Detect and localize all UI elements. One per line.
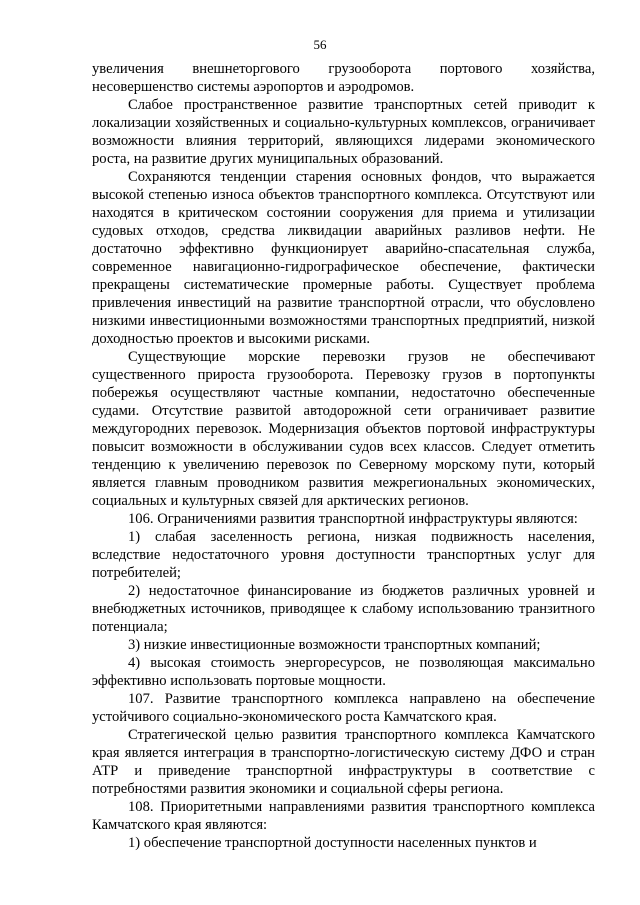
list-item-106-3: 3) низкие инвестиционные возможности транспортных компаний; xyxy=(128,637,541,653)
paragraph-aging-assets: Сохраняются тенденции старения основных фондов, что выражается высокой степенью износа объектов транспортного комплекса. Отсутствуют или находятся в критическом состоянии сооружения для приема и утилизации судовых отходов, средства ликвидации аварийных разливов нефти. Не достаточно эффективно функционирует аварийно-спасательная служба, современное навигационно-гидрографическое обеспечение, фактически прекращены систематические промерные работы. Существует проблема привлечения инвестиций на развитие транспортной отрасли, что обусловлено низкими инвестиционными возможностями транспортных предприятий, низкой доходностью проектов и высокими рисками. xyxy=(92,169,595,347)
paragraph-107: 107. Развитие транспортного комплекса направлено на обеспечение устойчивого социально-экономического роста Камчатского края. xyxy=(92,691,595,725)
list-item-106-1: 1) слабая заселенность региона, низкая подвижность населения, вследствие недостаточного уровня доступности транспортных услуг для потребителей; xyxy=(92,529,595,581)
paragraph-106-heading: 106. Ограничениями развития транспортной инфраструктуры являются: xyxy=(128,511,578,527)
list-item-106-2: 2) недостаточное финансирование из бюджетов различных уровней и внебюджетных источников, приводящее к слабому использованию транзитного потенциала; xyxy=(92,583,595,635)
paragraph-sea-transport: Существующие морские перевозки грузов не обеспечивают существенного прироста грузооборота. Перевозку грузов в портопункты побережья осуществляют частные компании, недостаточно обеспеченные судами. Отсутствие развитой автодорожной сети ограничивает развитие междугородних перевозок. Модернизация объектов портовой инфраструктуры повысит возможности в обслуживании судов всех классов. Следует отметить тенденцию к увеличению перевозок по Северному морскому пути, который является главным проводником развития межрегиональных экономических, социальных и культурных связей для арктических регионов. xyxy=(92,349,595,509)
list-item-106-4: 4) высокая стоимость энергоресурсов, не позволяющая максимально эффективно использовать портовые мощности. xyxy=(92,655,595,689)
paragraph-spatial-development: Слабое пространственное развитие транспортных сетей приводит к локализации хозяйственных и социально-культурных комплексов, ограничивает возможности влияния территорий, являющихся лидерами экономического роста, на развитие других муниципальных образований. xyxy=(92,97,595,167)
paragraph-strategic-goal: Стратегической целью развития транспортного комплекса Камчатского края является интеграция в транспортно-логистическую систему ДФО и стран АТР и приведение транспортной инфраструктуры в соответствие с потребностями развития экономики и социальной сферы региона. xyxy=(92,727,595,797)
paragraph-108-heading: 108. Приоритетными направлениями развития транспортного комплекса Камчатского края являются: xyxy=(92,799,595,833)
list-item-108-1: 1) обеспечение транспортной доступности населенных пунктов и xyxy=(128,835,537,851)
document-body xyxy=(92,60,595,852)
page-number: 56 xyxy=(313,37,327,52)
paragraph-continuation: увеличения внешнеторгового грузооборота портового хозяйства, несовершенство системы аэропортов и аэродромов. xyxy=(92,61,595,95)
